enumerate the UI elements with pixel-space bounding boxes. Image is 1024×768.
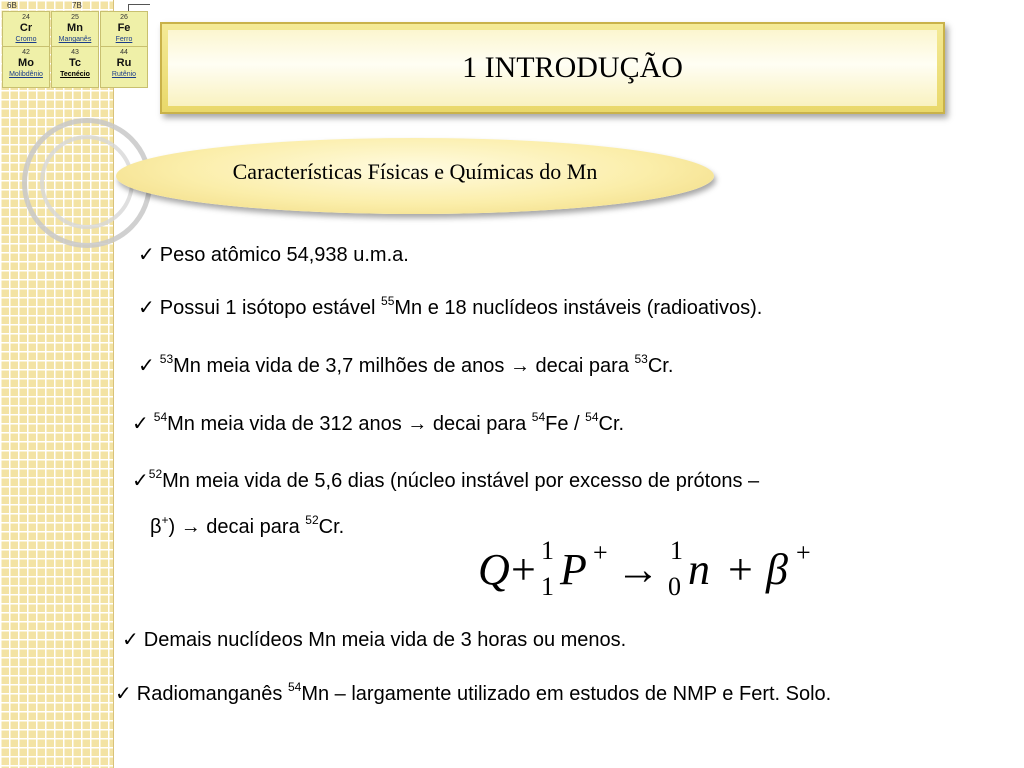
bullet-text: Cr. xyxy=(598,413,625,435)
mass-number: 54 xyxy=(287,680,302,694)
element-name-link[interactable]: Rutênio xyxy=(111,71,137,78)
subtitle-oval xyxy=(116,138,714,214)
nuclear-equation xyxy=(478,536,823,606)
check-icon: ✓ xyxy=(138,244,155,266)
element-symbol: Ru xyxy=(116,57,132,69)
element-cell-ru xyxy=(100,46,148,88)
element-symbol: Mo xyxy=(18,57,34,69)
periodic-table-snippet xyxy=(2,0,150,88)
bullet-text: Mn meia vida de 312 anos → decai para xyxy=(167,413,532,435)
title-banner xyxy=(160,22,945,114)
mass-number: 54 xyxy=(531,410,546,424)
bullet-mn54 xyxy=(132,411,624,436)
element-symbol: Tc xyxy=(68,57,82,69)
check-icon: ✓ xyxy=(138,355,155,377)
group-label-7b: 7B xyxy=(72,1,82,10)
bullet-mn52 xyxy=(132,468,759,493)
check-icon: ✓ xyxy=(138,297,155,319)
check-icon: ✓ xyxy=(122,629,139,651)
element-name-link[interactable]: Tecnécio xyxy=(60,71,90,78)
element-name-link[interactable]: Manganês xyxy=(58,36,92,43)
check-icon: ✓ xyxy=(132,413,149,435)
check-icon: ✓ xyxy=(132,470,149,492)
beta-symbol: β xyxy=(150,516,162,538)
element-name-link[interactable]: Molibdênio xyxy=(9,71,43,78)
mass-number: 53 xyxy=(634,352,648,366)
bullet-text: Cr. xyxy=(318,516,345,538)
bullet-text: Peso atômico 54,938 u.m.a. xyxy=(159,244,409,266)
element-symbol: Fe xyxy=(117,22,131,34)
mass-number: 54 xyxy=(153,410,168,424)
equation-proton: P xyxy=(560,545,587,594)
bullet-text: Possui 1 isótopo estável xyxy=(159,297,382,319)
atomic-number: 42 xyxy=(22,49,30,56)
bullet-text: Fe / xyxy=(545,413,586,435)
equation-beta: β xyxy=(766,545,788,594)
element-cell-tc xyxy=(51,46,99,88)
equation-q: Q xyxy=(478,545,510,594)
group-label-6b: 6B xyxy=(7,1,17,10)
bullet-text: Mn e 18 nuclídeos instáveis (radioativos). xyxy=(394,297,763,319)
neutron-atomic-number: 0 xyxy=(668,572,681,601)
bullet-text: Mn meia vida de 5,6 dias (núcleo instável por excesso de prótons – xyxy=(162,470,760,492)
bullet-text: Cr. xyxy=(647,355,674,377)
proton-mass-number: 1 xyxy=(541,536,554,565)
atomic-number: 25 xyxy=(71,14,79,21)
element-symbol: Cr xyxy=(19,22,33,34)
element-cell-mo xyxy=(2,46,50,88)
element-name-link[interactable]: Ferro xyxy=(115,36,133,43)
bullet-atomic-weight xyxy=(138,242,409,267)
bullet-text: Mn – largamente utilizado em estudos de NMP e Fert. Solo. xyxy=(301,683,832,705)
element-symbol: Mn xyxy=(67,22,83,34)
proton-charge: + xyxy=(593,538,608,567)
bullet-other-nuclides xyxy=(122,627,626,652)
bullet-text: ) → decai para xyxy=(168,516,306,538)
mass-number: 53 xyxy=(159,352,174,366)
atomic-number: 43 xyxy=(71,49,79,56)
bullet-text: Radiomanganês xyxy=(136,683,288,705)
atomic-number: 44 xyxy=(120,49,128,56)
bullet-isotopes xyxy=(138,295,762,320)
equation-plus: + xyxy=(511,545,536,594)
mass-number: 54 xyxy=(585,410,599,424)
beta-charge: + xyxy=(161,513,169,527)
proton-atomic-number: 1 xyxy=(541,572,554,601)
bullet-mn53 xyxy=(138,353,673,378)
atomic-number: 24 xyxy=(22,14,30,21)
equation-plus: + xyxy=(728,545,753,594)
left-decorative-strip xyxy=(0,0,114,768)
check-icon: ✓ xyxy=(115,683,132,705)
mass-number: 52 xyxy=(148,467,163,481)
bullet-radiomanganese xyxy=(115,679,991,709)
slide-subtitle: Características Físicas e Químicas do Mn xyxy=(232,159,598,184)
title-banner-inner xyxy=(168,30,937,106)
element-name-link[interactable]: Cromo xyxy=(15,36,37,43)
atomic-number: 26 xyxy=(120,14,128,21)
bullet-mn52-continued xyxy=(150,513,345,539)
mass-number: 55 xyxy=(381,294,395,308)
bullet-text: Mn meia vida de 3,7 milhões de anos → decai para xyxy=(173,355,635,377)
beta-charge: + xyxy=(796,538,811,567)
bullet-text: Demais nuclídeos Mn meia vida de 3 horas ou menos. xyxy=(143,629,627,651)
neutron-mass-number: 1 xyxy=(670,536,683,565)
slide-title: 1 INTRODUÇÃO xyxy=(462,51,683,84)
equation-neutron: n xyxy=(688,545,710,594)
equation-arrow: → xyxy=(616,545,660,594)
mass-number: 52 xyxy=(305,513,319,527)
